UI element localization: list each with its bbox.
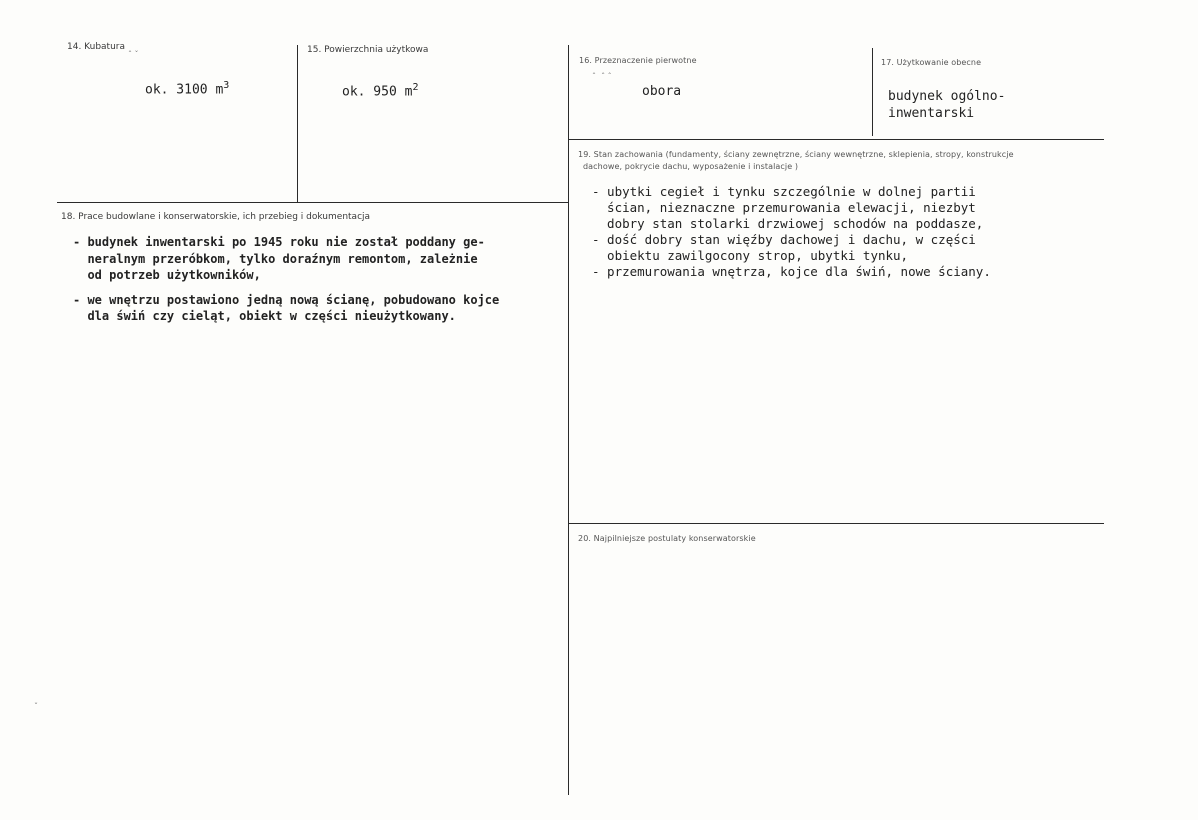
field-19-line: - przemurowania wnętrza, kojce dla świń, nowe ściany. bbox=[592, 264, 991, 279]
field-19-label-line: dachowe, pokrycie dachu, wyposażenie i instalacje ) bbox=[583, 162, 799, 171]
field-20-label: 20. Najpilniejsze postulaty konserwatorskie bbox=[578, 534, 756, 543]
field-18-line: od potrzeb użytkowników, bbox=[73, 268, 261, 282]
scan-mark: ˆ ˇ bbox=[128, 50, 139, 59]
field-15-unit-exponent: 2 bbox=[412, 82, 419, 93]
field-19-line: ścian, nieznaczne przemurowania elewacji, niezbyt bbox=[592, 200, 976, 215]
field-19-line: - dość dobry stan więźby dachowej i dachu, w części bbox=[592, 232, 976, 247]
field-17-value-line: budynek ogólno- bbox=[888, 89, 1006, 104]
field-18-line: neralnym przeróbkom, tylko doraźnym remontom, zależnie bbox=[73, 251, 478, 266]
field-15-value bbox=[342, 82, 418, 99]
divider-horizontal-right-top bbox=[568, 139, 1104, 140]
field-19-line: - ubytki cegieł i tynku szczególnie w dolnej partii bbox=[592, 184, 976, 199]
field-14-value bbox=[145, 80, 229, 97]
field-14-unit-exponent: 3 bbox=[223, 80, 230, 91]
divider-vertical-right bbox=[872, 48, 873, 136]
field-15-label: 15. Powierzchnia użytkowa bbox=[307, 45, 429, 55]
field-14-value-text: ok. 3100 m bbox=[145, 82, 224, 98]
field-19-text bbox=[592, 184, 991, 280]
field-18-line: - budynek inwentarski po 1945 roku nie został poddany ge- bbox=[73, 235, 485, 249]
divider-horizontal-left bbox=[57, 202, 568, 203]
field-17-value-line: inwentarski bbox=[888, 106, 975, 121]
field-19-line: dobry stan stolarki drzwiowej schodów na poddasze, bbox=[592, 216, 984, 231]
field-18-line: dla świń czy cieląt, obiekt w części nieużytkowany. bbox=[73, 309, 456, 323]
field-18-text bbox=[73, 234, 499, 325]
field-16-label: 16. Przeznaczenie pierwotne bbox=[579, 56, 697, 65]
field-18-label: 18. Prace budowlane i konserwatorskie, ich przebieg i dokumentacja bbox=[61, 212, 371, 222]
field-18-item bbox=[73, 234, 499, 284]
divider-vertical-left bbox=[297, 45, 298, 202]
field-18-line: - we wnętrzu postawiono jedną nową ścianę, pobudowano kojce bbox=[73, 292, 500, 307]
field-17-label: 17. Użytkowanie obecne bbox=[881, 58, 982, 67]
divider-horizontal-right-bottom bbox=[568, 523, 1104, 524]
divider-vertical-center bbox=[568, 45, 569, 795]
field-19-label bbox=[578, 149, 1014, 173]
field-18-item bbox=[73, 292, 499, 325]
field-14-label: 14. Kubatura bbox=[67, 42, 126, 52]
field-19-line: obiektu zawilgocony strop, ubytki tynku, bbox=[592, 248, 909, 263]
field-19-label-line: 19. Stan zachowania (fundamenty, ściany zewnętrzne, ściany wewnętrzne, sklepienia, stropy, konstrukcje bbox=[578, 150, 1014, 159]
field-17-value bbox=[888, 88, 1005, 122]
field-16-value: obora bbox=[642, 84, 682, 99]
scan-mark: ˇ bbox=[34, 702, 38, 711]
scan-mark: ˆ ˆ ˆ bbox=[592, 72, 612, 81]
field-15-value-text: ok. 950 m bbox=[342, 84, 413, 100]
